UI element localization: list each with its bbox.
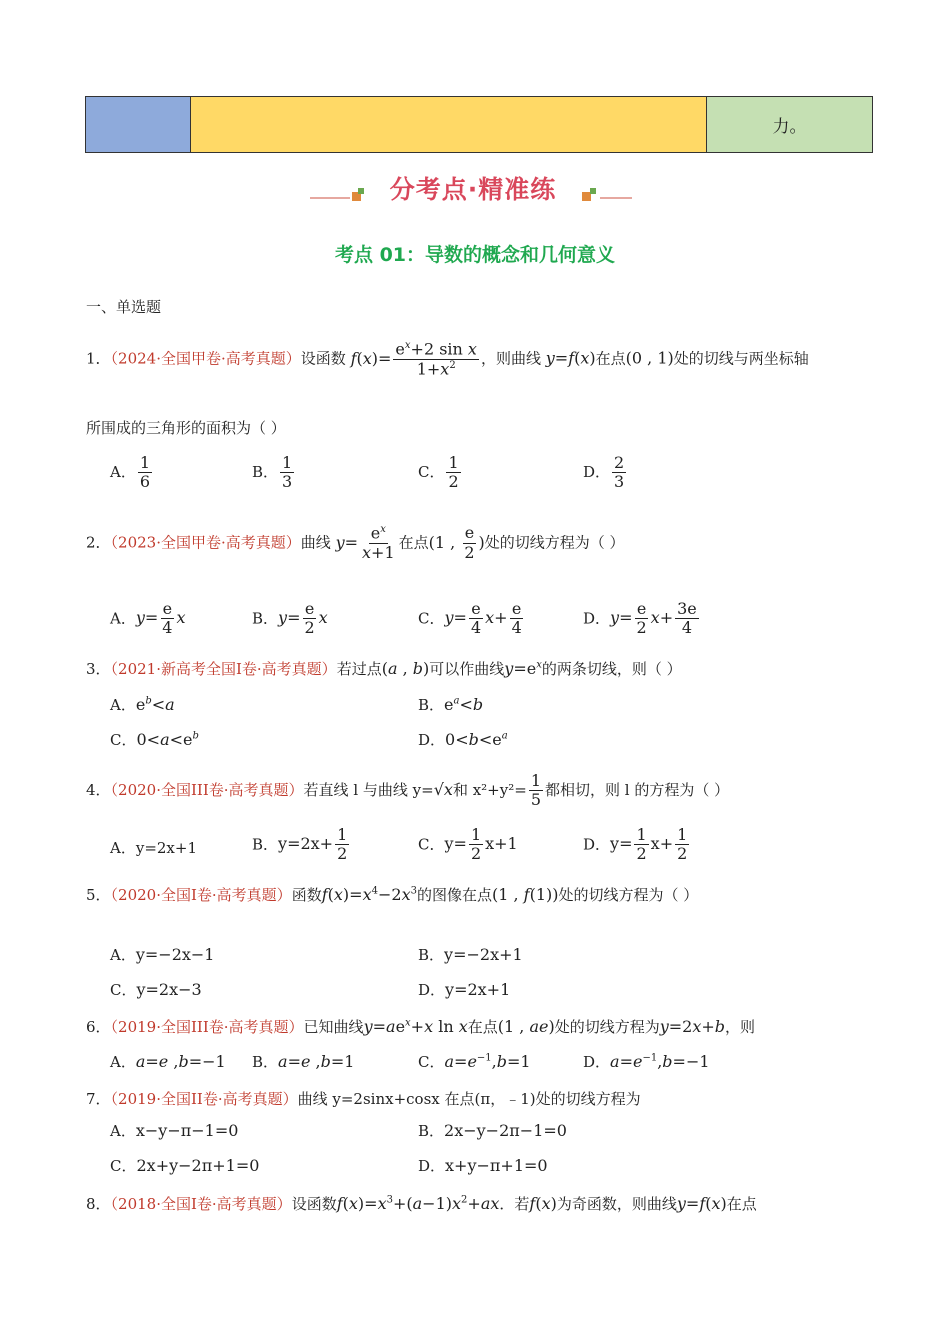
q3-option-b[interactable]: B．$e^a<b$ [418,695,484,714]
q6-option-d[interactable]: D．$a=e^{-1},b=-1$ [583,1052,710,1071]
q4-option-d[interactable]: D．y= $\frac{1}{2}$ x+ $\frac{1}{2}$ [583,825,688,864]
q1-curve: y=f(x) [545,348,596,368]
q5-option-b[interactable]: B．y=−2x+1 [418,945,523,964]
q4-option-a[interactable]: A．y=2x+1 [110,839,198,857]
q1-option-a[interactable]: A． $\frac{1}{6}$ [110,453,151,492]
section-title: 考点 01：导数的概念和几何意义 [334,244,616,266]
q6-option-c[interactable]: C．$a=e^{-1},b=1$ [418,1052,531,1071]
band-cell-yellow [191,97,707,152]
question-3: 3．（2021·新高考全国Ⅰ卷·高考真题）若过点(a , b)可以作曲线$y=e^x$的两条切线，则（ ） [86,659,682,678]
question-1: 1．（2024·全国甲卷·高考真题）设函数 f(x)= $\frac{e^x+2 \sin x}{1+x^2}$ ，则曲线 y=f(x)在点(0 , 1)处的切线与两坐标轴 [86,339,809,379]
question-7: 7．（2019·全国II卷·高考真题）曲线 y=2sinx+cosx 在点(π，﹣1)处的切线方程为 [86,1090,641,1108]
banner-square-right-small [590,188,596,194]
q5-option-d[interactable]: D．y=2x+1 [418,980,511,999]
part-heading: 一、单选题 [86,298,162,316]
q1-option-b[interactable]: B． $\frac{1}{3}$ [252,453,293,492]
q1-line2: 所围成的三角形的面积为（ ） [86,419,286,437]
q3-option-d[interactable]: D．$0<b<e^a$ [418,730,508,749]
question-5: 5．（2020·全国Ⅰ卷·高考真题）函数$f(x)=x^4-2x^3$的图像在点(1 , f(1))处的切线方程为（ ） [86,885,699,904]
q7-option-c[interactable]: C．2x+y−2π+1=0 [110,1156,260,1175]
q4-option-b[interactable]: B．y=2x+ $\frac{1}{2}$ [252,825,348,864]
q2-point: (1 , $\frac{e}{2}$ ) [428,523,485,562]
q3-option-a[interactable]: A．$e^b<a$ [110,695,175,714]
q2-option-a[interactable]: A．y= $\frac{e}{4}$ x [110,599,186,638]
band-right-text: 力。 [772,117,807,137]
q7-option-a[interactable]: A．x−y−π−1=0 [110,1121,239,1140]
q1-option-c[interactable]: C． $\frac{1}{2}$ [418,453,459,492]
banner [310,170,632,210]
banner-title: 分考点·精准练 [389,175,557,204]
question-6: 6．（2019·全国III卷·高考真题）已知曲线$y=ae^x+x$ ln x在点(1 , ae)处的切线方程为y=2x+b，则 [86,1017,756,1036]
q2-option-c[interactable]: C．y= $\frac{e}{4}$ x+ $\frac{e}{4}$ [418,599,522,638]
banner-square-left-small [358,188,364,194]
banner-line-right [600,197,632,199]
q1-formula: f(x)= $\frac{e^x+2 \sin x}{1+x^2}$ [350,339,477,379]
q1-option-d[interactable]: D． $\frac{2}{3}$ [583,453,625,492]
banner-line-left [310,197,350,199]
question-4: 4．（2020·全国III卷·高考真题）若直线 l 与曲线 y=√x和 x²+y²= $\frac{1}{5}$ 都相切，则 l 的方程为（ ） [86,771,730,810]
question-2: 2．（2023·全国甲卷·高考真题）曲线 y= $\frac{e^x}{x+1}$ 在点(1 , $\frac{e}{2}$ )处的切线方程为（ ） [86,523,625,562]
q7-option-d[interactable]: D．x+y−π+1=0 [418,1156,548,1175]
q5-option-a[interactable]: A．y=−2x−1 [110,945,215,964]
q6-option-a[interactable]: A．a=e ,b=−1 [110,1052,226,1071]
q5-option-c[interactable]: C．y=2x−3 [110,980,202,999]
q1-source: （2024·全国甲卷·高考真题） [110,349,301,368]
q3-option-c[interactable]: C．$0<a<e^b$ [110,730,199,749]
q2-formula: y= $\frac{e^x}{x+1}$ [335,523,395,562]
band-cell-blue [86,97,191,152]
band-cell-green [707,97,872,152]
q1-point: (0 , 1) [625,348,674,368]
q7-option-b[interactable]: B．2x−y−2π−1=0 [418,1121,567,1140]
q4-option-c[interactable]: C．y= $\frac{1}{2}$ x+1 [418,825,518,864]
question-8: 8．（2018·全国Ⅰ卷·高考真题）设函数$f(x)=x^3+(a-1)x^2+ax$．若f(x)为奇函数，则曲线y=f(x)在点 [86,1194,757,1213]
q6-option-b[interactable]: B．a=e ,b=1 [252,1052,355,1071]
q2-option-b[interactable]: B．y= $\frac{e}{2}$ x [252,599,328,638]
header-band [85,96,873,153]
q2-option-d[interactable]: D．y= $\frac{e}{2}$ x+ $\frac{3e}{4}$ [583,599,697,638]
